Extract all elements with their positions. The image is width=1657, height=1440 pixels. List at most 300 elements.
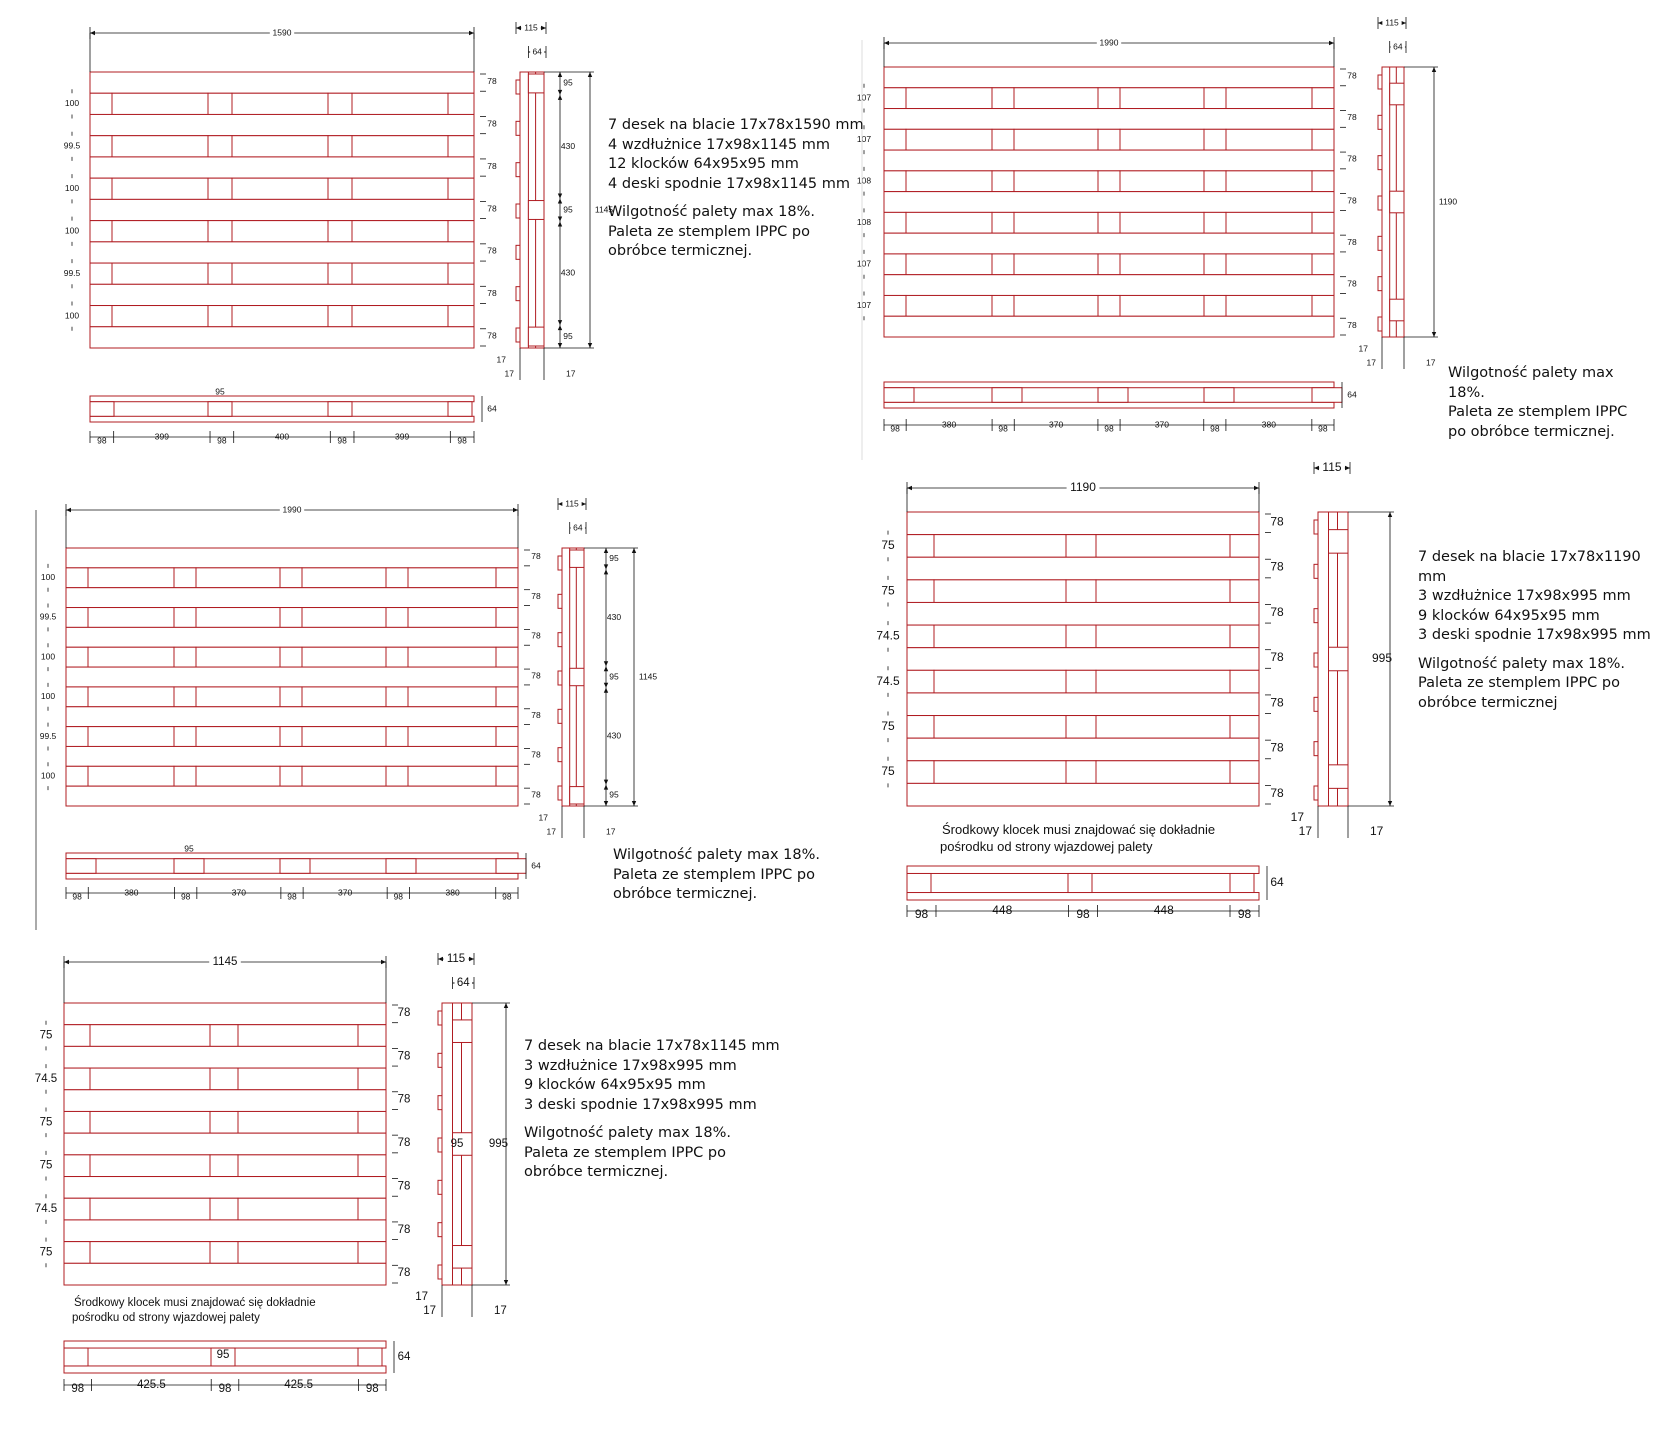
- deck-board: [884, 150, 1334, 171]
- stringer-segment: [328, 178, 352, 199]
- top-view: [64, 27, 497, 348]
- side-total-length: 995: [488, 1138, 508, 1151]
- top-board-thickness: 17: [566, 368, 576, 379]
- deck-board: [884, 67, 1334, 88]
- gap-width: 75: [39, 1029, 53, 1042]
- spec-note: Paleta ze stemplem IPPC po: [613, 866, 815, 883]
- stringer-segment: [358, 1068, 386, 1090]
- dimension-label: 115: [1385, 17, 1399, 28]
- stringer-segment: [1066, 670, 1096, 693]
- deck-board-end: [1378, 156, 1382, 170]
- stringer-segment: [1066, 535, 1096, 558]
- front-view: [884, 382, 1357, 433]
- stringer-segment: [906, 254, 992, 275]
- stringer-segment: [196, 568, 280, 588]
- deck-board: [884, 275, 1334, 296]
- front-dimension-chain: [90, 431, 474, 445]
- stringer-segment: [934, 761, 1066, 784]
- deck-board-width: 78: [1270, 604, 1284, 619]
- deck-board: [907, 557, 1259, 580]
- bottom-board-thickness: 17: [546, 826, 556, 837]
- front-block: [448, 402, 472, 417]
- arrow-head: [604, 564, 608, 569]
- side-view: [1291, 460, 1394, 838]
- deck-board-width: 78: [1347, 70, 1357, 81]
- arrow-head: [907, 486, 912, 490]
- deck-board-end: [1314, 786, 1318, 800]
- stringer-segment: [196, 687, 280, 707]
- stringer-segment: [496, 766, 518, 786]
- stringer-segment: [496, 647, 518, 667]
- deck-board: [907, 648, 1259, 671]
- deck-board-end: [438, 1053, 442, 1067]
- arrow-head: [604, 785, 608, 790]
- stringer-segment: [1066, 625, 1096, 648]
- stringer-segment: [1226, 295, 1312, 316]
- stringer-segment: [90, 178, 112, 199]
- arrow-head: [558, 90, 562, 95]
- stringer-segment: [1014, 129, 1098, 150]
- bottom-board-thickness: 17: [423, 1305, 436, 1318]
- gap-width: 75: [39, 1246, 53, 1259]
- stringer-segment: [386, 647, 408, 667]
- stringer-segment: [208, 93, 232, 114]
- center-block-note: pośrodku od strony wjazdowej palety: [940, 839, 1153, 854]
- front-part-width: 98: [1076, 907, 1090, 922]
- spec-note: po obróbce termicznej.: [1448, 423, 1615, 440]
- deck-board: [90, 242, 474, 263]
- stringer-segment: [112, 178, 208, 199]
- arrow-head: [1432, 67, 1436, 72]
- front-deck-board: [64, 1341, 386, 1348]
- front-part-width: 399: [395, 431, 410, 442]
- arrow-head: [504, 1003, 508, 1008]
- arrow-head: [632, 801, 636, 806]
- arrow-head: [1401, 21, 1406, 25]
- deck-board-width: 78: [397, 1006, 411, 1019]
- stringer-segment: [210, 1155, 238, 1177]
- stringer-segment: [232, 178, 328, 199]
- deck-board-end: [438, 1180, 442, 1194]
- deck-board-end: [558, 709, 562, 723]
- spec-note: Wilgotność palety max 18%.: [1418, 655, 1625, 672]
- deck-board-end: [516, 328, 520, 342]
- stringer-segment: [1230, 670, 1259, 693]
- stringer-segment: [112, 306, 208, 327]
- stringer-segment: [64, 1198, 90, 1220]
- spec-item: 4 deski spodnie 17x98x1145 mm: [608, 175, 850, 192]
- deck-board-end: [516, 163, 520, 177]
- front-dimension-chain: [66, 887, 518, 901]
- front-block: [1068, 873, 1092, 892]
- front-block-width: 95: [216, 1349, 230, 1362]
- side-total-length: 1190: [1438, 196, 1458, 207]
- dimension-label: 1190: [1070, 480, 1096, 495]
- block-dimension: 95: [563, 77, 573, 88]
- deck-board: [907, 512, 1259, 535]
- stringer-segment: [1098, 254, 1120, 275]
- arrow-head: [558, 194, 562, 199]
- bottom-board-thickness: 17: [1290, 810, 1304, 825]
- stringer-segment: [208, 221, 232, 242]
- stringer-segment: [328, 93, 352, 114]
- gap-width: 107: [856, 133, 872, 144]
- deck-board-end: [1314, 653, 1318, 667]
- stringer-segment: [448, 136, 474, 157]
- front-block: [1204, 388, 1234, 403]
- front-part-width: 380: [942, 419, 957, 430]
- arrow-head: [1329, 41, 1334, 45]
- front-dimension-chain: [907, 903, 1259, 921]
- spec-1190: [1418, 548, 1651, 713]
- top-board-thickness: 17: [1426, 357, 1436, 368]
- deck-board: [64, 1003, 386, 1025]
- stringer-segment: [238, 1068, 358, 1090]
- stringer-segment: [352, 136, 448, 157]
- stringer-segment: [884, 295, 906, 316]
- deck-board: [66, 746, 518, 766]
- stringer-segment: [90, 1068, 210, 1090]
- stringer-segment: [496, 608, 518, 628]
- stringer-segment: [196, 766, 280, 786]
- stringer-segment: [66, 727, 88, 747]
- front-part-width: 98: [180, 891, 191, 902]
- spec-1990-b: [613, 846, 820, 905]
- stringer-segment: [1120, 129, 1204, 150]
- spec-item: 3 deski spodnie 17x98x995 mm: [524, 1096, 757, 1113]
- spec-note: obróbce termicznej: [1418, 694, 1558, 711]
- stringer-segment: [1014, 295, 1098, 316]
- deck-board-end: [558, 556, 562, 570]
- gap-width: 75: [881, 538, 895, 553]
- gap-width: 75: [39, 1116, 53, 1129]
- gap-width: 100: [40, 770, 56, 781]
- gap-width: 75: [881, 719, 895, 734]
- deck-board-end: [438, 1096, 442, 1110]
- front-part-width: 380: [445, 887, 460, 898]
- stringer-segment: [90, 1198, 210, 1220]
- stringer-segment: [90, 1155, 210, 1177]
- deck-board-width: 78: [1347, 153, 1357, 164]
- dimension-label: 64: [456, 977, 470, 990]
- side-total-length: 1145: [638, 671, 658, 682]
- front-part-width: 98: [998, 423, 1008, 434]
- stringer-segment: [408, 608, 496, 628]
- front-part-width: 98: [457, 435, 467, 446]
- stringer-segment: [238, 1155, 358, 1177]
- block-dimension: 430: [560, 267, 576, 278]
- arrow-head: [516, 26, 521, 30]
- stringer-segment: [448, 263, 474, 284]
- deck-board: [64, 1263, 386, 1285]
- stringer-segment: [496, 568, 518, 588]
- front-dimension-chain: [884, 419, 1334, 433]
- gap-width: 107: [856, 92, 872, 103]
- deck-board: [66, 548, 518, 568]
- stringer-segment: [1098, 171, 1120, 192]
- front-height: 64: [487, 403, 497, 414]
- stringer-segment: [386, 608, 408, 628]
- spec-note: Paleta ze stemplem IPPC: [1448, 404, 1628, 420]
- front-part-width: 98: [365, 1383, 379, 1396]
- top-view: [35, 956, 411, 1285]
- dimension-label: 64: [573, 522, 583, 533]
- stringer-segment: [496, 687, 518, 707]
- stringer-segment: [64, 1111, 90, 1133]
- arrow-head: [558, 72, 562, 77]
- stringer-segment: [907, 761, 934, 784]
- stringer-segment: [238, 1111, 358, 1133]
- stringer-segment: [1066, 580, 1096, 603]
- front-part-width: 425.5: [136, 1379, 166, 1392]
- side-view: [1359, 17, 1458, 369]
- stringer-segment: [174, 647, 196, 667]
- front-part-width: 448: [1153, 903, 1174, 918]
- stringer-segment: [64, 1025, 90, 1047]
- bottom-board-thickness: 17: [415, 1291, 428, 1304]
- deck-board: [64, 1177, 386, 1199]
- gap-width: 75: [881, 764, 895, 779]
- stringer-segment: [238, 1025, 358, 1047]
- arrow-head: [66, 508, 71, 512]
- front-part-width: 98: [502, 891, 512, 902]
- deck-board-width: 78: [531, 670, 541, 681]
- front-view: [907, 866, 1284, 921]
- stringer-segment: [232, 221, 328, 242]
- stringer-segment: [1312, 295, 1334, 316]
- dimension-label: 115: [565, 498, 579, 509]
- stringer-segment: [280, 766, 302, 786]
- stringer-segment: [280, 568, 302, 588]
- stringer-segment: [1204, 254, 1226, 275]
- deck-board: [907, 602, 1259, 625]
- front-part-width: 98: [218, 1383, 232, 1396]
- stringer-segment: [907, 716, 934, 739]
- arrow-head: [438, 957, 443, 961]
- spec-item: 4 wzdłużnice 17x98x1145 mm: [608, 136, 830, 153]
- center-block-note: Środkowy klocek musi znajdować się dokładnie: [74, 1297, 316, 1309]
- front-block-width: 95: [184, 843, 194, 854]
- stringer-segment: [66, 766, 88, 786]
- stringer-segment: [90, 221, 112, 242]
- deck-board-end: [1378, 236, 1382, 250]
- deck-board-end: [1314, 609, 1318, 623]
- front-part-width: 98: [1318, 423, 1328, 434]
- deck-board-width: 78: [531, 709, 541, 720]
- stringer-segment: [1096, 761, 1230, 784]
- deck-board-width: 78: [531, 749, 541, 760]
- stringer-segment: [1096, 625, 1230, 648]
- drawing-pallet-1590: [64, 22, 614, 445]
- stringer-segment: [112, 221, 208, 242]
- spec-note: obróbce termicznej.: [608, 243, 753, 259]
- stringer-segment: [1096, 716, 1230, 739]
- arrow-head: [604, 801, 608, 806]
- stringer-segment: [208, 136, 232, 157]
- drawing-pallet-1190: [876, 460, 1394, 921]
- deck-board-width: 78: [397, 1050, 411, 1063]
- front-part-width: 98: [890, 423, 900, 434]
- spec-1145: [524, 1037, 780, 1183]
- deck-board: [884, 192, 1334, 213]
- stringer-segment: [884, 171, 906, 192]
- stringer-segment: [1014, 88, 1098, 109]
- side-total-length: 995: [1371, 651, 1392, 666]
- stringer-segment: [448, 306, 474, 327]
- front-height: 64: [1347, 389, 1357, 400]
- block-dimension: 430: [606, 730, 622, 741]
- deck-board: [66, 627, 518, 647]
- deck-board-width: 78: [1270, 650, 1284, 665]
- deck-board: [64, 1090, 386, 1112]
- stringer-segment: [1204, 212, 1226, 233]
- spec-item: 9 klocków 64x95x95 mm: [524, 1077, 706, 1093]
- deck-board-end: [1378, 317, 1382, 331]
- front-part-width: 98: [287, 891, 297, 902]
- bottom-board-thickness: 17: [1366, 357, 1376, 368]
- stringer-segment: [934, 625, 1066, 648]
- arrow-head: [604, 666, 608, 671]
- arrow-head: [64, 960, 69, 964]
- gap-width: 74.5: [34, 1203, 58, 1216]
- stringer-segment: [328, 221, 352, 242]
- bottom-board-thickness: 17: [496, 354, 506, 365]
- arrow-head: [558, 502, 563, 506]
- stringer-segment: [496, 727, 518, 747]
- gap-width: 100: [64, 225, 80, 236]
- stringer-segment: [280, 647, 302, 667]
- deck-board-end: [1378, 196, 1382, 210]
- front-block: [208, 402, 232, 417]
- stringer-segment: [88, 727, 174, 747]
- stringer-segment: [90, 263, 112, 284]
- stringer-segment: [210, 1242, 238, 1264]
- stringer-segment: [232, 93, 328, 114]
- dimension-label: 115: [524, 22, 538, 33]
- spec-note: Paleta ze stemplem IPPC po: [608, 223, 810, 240]
- stringer-segment: [174, 608, 196, 628]
- front-block: [992, 388, 1022, 403]
- stringer-segment: [1120, 88, 1204, 109]
- block-dimension: 95: [609, 552, 619, 563]
- spec-1990-a: [1448, 364, 1627, 442]
- stringer-segment: [906, 212, 992, 233]
- stringer-segment: [208, 263, 232, 284]
- stringer-segment: [408, 647, 496, 667]
- stringer-segment: [1120, 295, 1204, 316]
- arrow-head: [1388, 512, 1392, 517]
- front-block: [907, 873, 931, 892]
- side-block: [1390, 191, 1404, 213]
- front-block: [174, 859, 204, 874]
- stringer-segment: [448, 221, 474, 242]
- side-block: [453, 1020, 473, 1043]
- stringer-segment: [358, 1025, 386, 1047]
- arrow-head: [558, 325, 562, 330]
- stringer-segment: [1230, 625, 1259, 648]
- deck-board-end: [1314, 520, 1318, 534]
- front-bottom-board: [907, 893, 1259, 900]
- front-bottom-board: [90, 416, 474, 422]
- deck-board-end: [516, 204, 520, 218]
- stringer-segment: [884, 212, 906, 233]
- spec-item: 9 klocków 64x95x95 mm: [1418, 607, 1600, 624]
- stringer-segment: [386, 766, 408, 786]
- deck-board-end: [438, 1223, 442, 1237]
- gap-width: 99.5: [39, 611, 57, 622]
- deck-board-end: [1314, 742, 1318, 756]
- arrow-head: [1254, 486, 1259, 490]
- stringer-segment: [1066, 716, 1096, 739]
- stringer-segment: [1226, 88, 1312, 109]
- top-view: [40, 504, 541, 806]
- stringer-segment: [328, 306, 352, 327]
- block-dimension: 95: [609, 789, 619, 800]
- front-part-width: 400: [274, 431, 290, 442]
- stringer-segment: [66, 647, 88, 667]
- stringer-segment: [906, 295, 992, 316]
- stringer-segment: [210, 1025, 238, 1047]
- front-part-width: 98: [97, 435, 107, 446]
- stringer-segment: [196, 647, 280, 667]
- front-part-width: 98: [217, 435, 227, 446]
- side-block: [1329, 530, 1349, 554]
- deck-board-width: 78: [1270, 514, 1284, 529]
- deck-board-end: [438, 1138, 442, 1152]
- deck-board-width: 78: [1270, 785, 1284, 800]
- deck-board-width: 78: [531, 551, 541, 562]
- deck-board-end: [558, 594, 562, 608]
- front-part-width: 370: [1048, 419, 1064, 430]
- stringer-segment: [208, 178, 232, 199]
- gap-width: 99.5: [63, 140, 81, 151]
- stringer-segment: [90, 1025, 210, 1047]
- deck-board: [884, 109, 1334, 130]
- stringer-segment: [174, 727, 196, 747]
- deck-board-width: 78: [1347, 319, 1357, 330]
- deck-board-width: 78: [487, 288, 497, 299]
- dimension-label: 115: [1322, 460, 1342, 475]
- front-deck-board: [66, 853, 518, 859]
- spec-item: 3 wzdłużnice 17x98x995 mm: [524, 1057, 737, 1074]
- stringer-segment: [196, 727, 280, 747]
- gap-width: 100: [64, 183, 80, 194]
- drawing-pallet-1990-a: [857, 17, 1458, 433]
- stringer-segment: [66, 687, 88, 707]
- stringer-segment: [112, 93, 208, 114]
- arrow-head: [558, 199, 562, 204]
- front-deck-board: [90, 396, 474, 402]
- gap-width: 74.5: [876, 673, 900, 688]
- stringer-segment: [1096, 670, 1230, 693]
- stringer-segment: [1230, 761, 1259, 784]
- deck-board-width: 78: [397, 1137, 411, 1150]
- gap-width: 100: [40, 651, 56, 662]
- stringer-segment: [1312, 88, 1334, 109]
- deck-board: [66, 667, 518, 687]
- front-part-width: 98: [393, 891, 404, 902]
- dimension-label: 1145: [212, 956, 238, 969]
- spec-item: mm: [1418, 568, 1447, 585]
- stringer-segment: [352, 263, 448, 284]
- bottom-board-thickness: 17: [504, 368, 514, 379]
- stringer-segment: [302, 766, 386, 786]
- drawing-pallet-1145: [35, 953, 510, 1395]
- stringer-segment: [112, 136, 208, 157]
- deck-board-width: 78: [531, 789, 541, 800]
- deck-board: [66, 588, 518, 608]
- front-block: [496, 859, 526, 874]
